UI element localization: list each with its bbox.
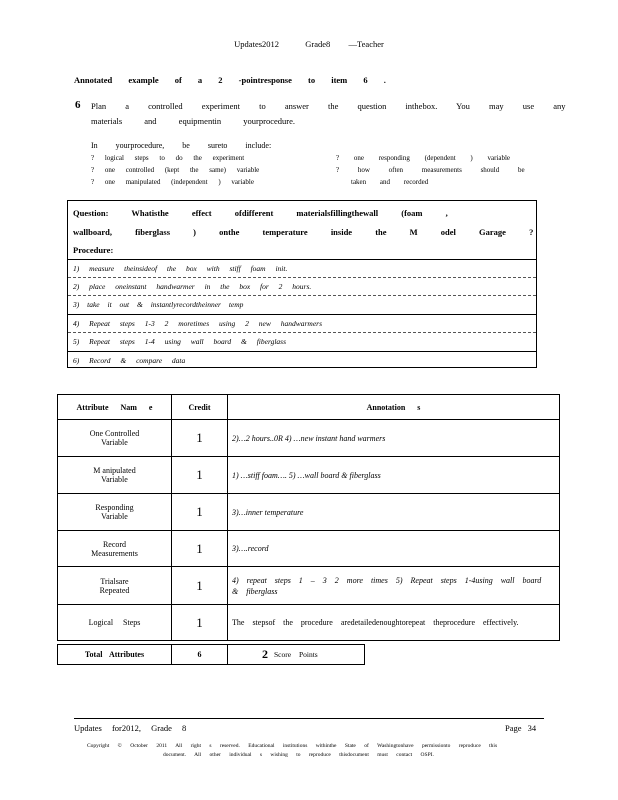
include-left-1: ? logical steps to do the experiment xyxy=(91,154,245,162)
include-left-3: ? one manipulated (independent ) variable xyxy=(91,178,254,186)
attribute-name-line2: Variable xyxy=(101,438,128,447)
attribute-name-line1: Trialsare xyxy=(100,576,129,586)
annotation-text: 2)…2 hours..0R 4) …new instant hand warmers xyxy=(228,420,560,457)
table-row xyxy=(58,567,560,605)
question-line1: Question: Whatisthe effect ofdifferent materialsfillingthewall (foam , xyxy=(73,208,448,218)
attribute-name-line2: Measurements xyxy=(91,548,138,558)
header-attribute-name: Attribute Nam e xyxy=(58,395,172,420)
attribute-name xyxy=(58,420,172,457)
include-intro: In yourprocedure, be sureto include: xyxy=(91,141,272,150)
procedure-step-1: 1) measure theinsideof the box with stiff foam init. xyxy=(73,264,288,273)
include-right-2: ? how often measurements should be xyxy=(336,166,525,174)
attribute-name xyxy=(58,605,172,641)
score-number: 2 xyxy=(262,647,268,661)
total-attributes-label xyxy=(57,644,172,665)
attribute-name-line2: Variable xyxy=(101,475,128,484)
header-updates: Updates2012 xyxy=(234,39,280,49)
footer-left: Updates for2012, Grade 8 xyxy=(74,723,187,733)
procedure-step-6: 6) Record & compare data xyxy=(73,356,186,365)
procedure-step-4: 4) Repeat steps 1-3 2 moretimes using 2 new handwarmers xyxy=(73,319,322,328)
attribute-name xyxy=(58,531,172,567)
attribute-name-line1: Record xyxy=(102,539,127,549)
score-label: Score Points xyxy=(274,650,318,659)
procedure-step-2: 2) place oneinstant handwarmer in the box for 2 hours. xyxy=(73,282,312,291)
header-grade: Grade8 xyxy=(305,39,331,49)
question-procedure-box xyxy=(67,200,537,368)
attribute-name xyxy=(58,494,172,531)
procedure-label: Procedure: xyxy=(73,245,114,255)
attribute-name xyxy=(58,457,172,494)
annotation-text: 4) repeat steps 1 – 3 2 more times 5) Repeat steps 1-4using wall board & fiberglass xyxy=(228,567,560,605)
include-left-2: ? one controlled (kept the same) variable xyxy=(91,166,260,174)
table-row xyxy=(58,605,560,641)
attribute-name-line2: Variable xyxy=(101,512,128,521)
copyright-line1: Copyright © October 2011 All right s reserved. Educational institutions withinthe State of Washingtonhave permissionto reproduce this xyxy=(87,743,498,749)
header-audience: —Teacher xyxy=(348,39,384,49)
footer-rule xyxy=(74,718,544,719)
attribute-name xyxy=(58,567,172,605)
annotated-title: Annotated example of a 2 -pointresponse to item 6 . xyxy=(74,75,386,85)
table-header-row xyxy=(58,395,560,420)
credit-value: 1 xyxy=(172,420,228,457)
item-number: 6 xyxy=(75,99,81,111)
annotation-text: 1) …stiff foam…. 5) …wall board & fiberglass xyxy=(228,457,560,494)
total-credit-value: 6 xyxy=(197,650,202,659)
credit-value: 1 xyxy=(172,494,228,531)
header-credit: Credit xyxy=(172,395,228,420)
attribute-name-line1: M anipulated xyxy=(93,466,136,475)
credit-value: 1 xyxy=(172,531,228,567)
attribute-name-line1: Responding xyxy=(95,503,134,512)
credit-value: 1 xyxy=(172,457,228,494)
table-row xyxy=(58,531,560,567)
credit-value: 1 xyxy=(172,567,228,605)
credit-value: 1 xyxy=(172,605,228,641)
question-line2: wallboard, fiberglass ) onthe temperature inside the M odel Garage ? xyxy=(73,227,534,237)
table-row xyxy=(58,494,560,531)
footer-page: Page 34 xyxy=(505,723,537,733)
annotation-text: The stepsof the procedure aredetailedenoughtorepeat theprocedure effectively. xyxy=(228,605,560,641)
score-points xyxy=(227,644,365,665)
item-prompt-line1: Plan a controlled experiment to answer the question inthebox. You may use any xyxy=(91,101,566,111)
procedure-step-3: 3) take it out & instantlyrecordtheinner temp xyxy=(73,300,244,309)
item-prompt-line2: materials and equipmentin yourprocedure. xyxy=(91,116,295,126)
procedure-step-5: 5) Repeat steps 1-4 using wall board & fiberglass xyxy=(73,337,287,346)
total-credit xyxy=(171,644,228,665)
scoring-table xyxy=(57,394,560,641)
header-annotations: Annotation s xyxy=(228,395,560,420)
attribute-name-line1: One Controlled xyxy=(89,429,140,438)
annotation-text: 3)…inner temperature xyxy=(228,494,560,531)
page-header xyxy=(0,39,618,49)
table-row xyxy=(58,457,560,494)
include-right-3: taken and recorded xyxy=(351,178,429,186)
total-label-text: Total Attributes xyxy=(84,650,145,659)
copyright-line2: document. All other individual s wishing to reproduce thisdocument must contact OSPI. xyxy=(163,752,434,758)
annotation-text: 3)….record xyxy=(228,531,560,567)
attribute-name-line1: Logical Steps xyxy=(88,618,141,627)
table-row xyxy=(58,420,560,457)
attribute-name-line2: Repeated xyxy=(99,585,130,595)
include-right-1: ? one responding (dependent ) variable xyxy=(336,154,511,162)
